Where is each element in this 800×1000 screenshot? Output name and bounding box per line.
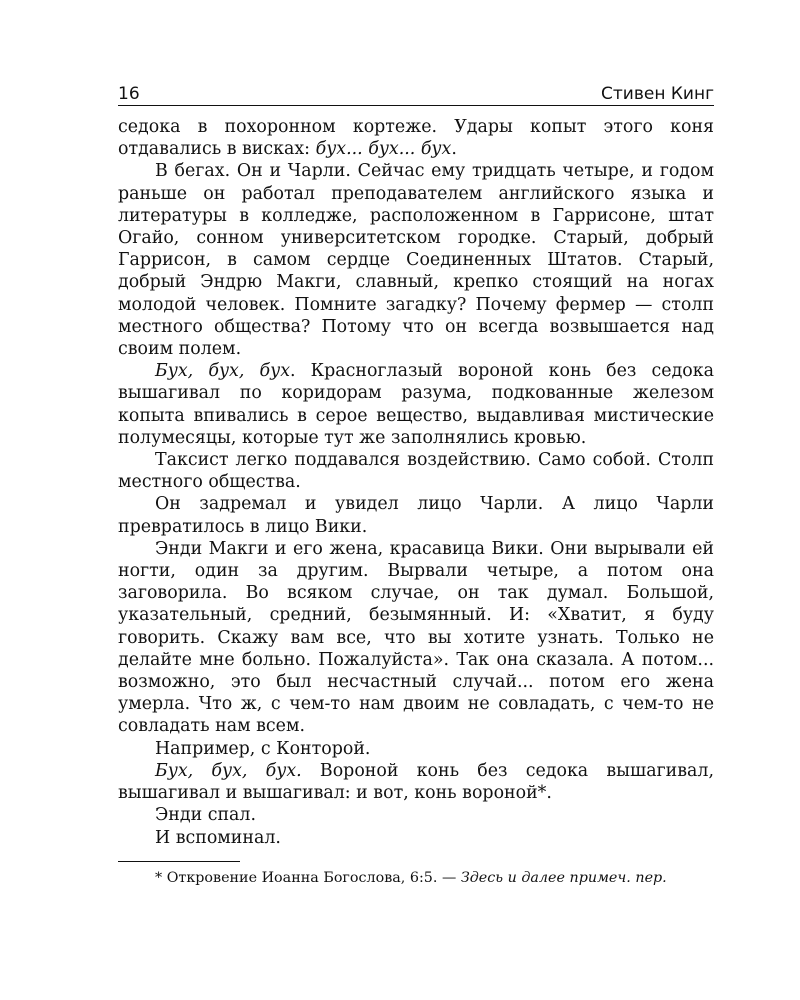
italic-text: Здесь и далее примеч. пер. [460, 869, 667, 886]
text-run: * Откровение Иоанна Богослова, 6:5. — [155, 869, 461, 886]
paragraph [118, 738, 714, 760]
paragraph [118, 116, 714, 160]
paragraph [118, 827, 714, 849]
italic-text: Бух, бух, бух. [155, 760, 302, 781]
footnote [118, 868, 714, 889]
book-page [118, 78, 714, 889]
text-run: . Красноглазый вороной конь без седока вышагивал по коридорам разума, подкованные железом копыта впивались в серое вещество, выдавливая мистические полумесяцы, которые тут же заполнялись кровью. [118, 361, 714, 448]
page-number: 16 [118, 84, 140, 104]
text-run: седока в похоронном кортеже. Удары копыт этого коня отдавались в висках: [118, 117, 714, 160]
text-run: Вороной конь без седока вышагивал, вышагивал и вышагивал: и вот, конь вороной*. [118, 760, 714, 804]
paragraph [118, 360, 714, 449]
text-run: Таксист легко поддавался воздействию. Само собой. Столп местного общества. [118, 450, 714, 493]
paragraph [118, 449, 714, 493]
text-run: Он задремал и увидел лицо Чарли. А лицо Чарли превратилось в лицо Вики. [118, 494, 714, 537]
text-run: Энди Макги и его жена, красавица Вики. Они вырывали ей ногти, один за другим. Вырвали четыре, а потом она заговорила. Во всяком случае, он так думал. Большой, указательный, средний, безымянный. И: «Хватит, я буду говорить. Скажу вам все, что вы хотите узнать. Только не делайте мне больно. Пожалуйста». Так она сказала. А потом... возможно, это был несчастный случай... потом его жена умерла. Что ж, с чем-то нам двоим не совладать, с чем-то не совладать нам всем. [118, 538, 714, 737]
main-text [118, 116, 714, 849]
text-run: В бегах. Он и Чарли. Сейчас ему тридцать четыре, и годом раньше он работал преподавателем английского языка и литературы в колледже, расположенном в Гаррисоне, штат Огайо, сонном университетском городке. Старый, добрый Гаррисон, в самом сердце Соединенных Штатов. Старый, добрый Эндрю Макги, славный, крепко стоящий на ногах молодой человек. Помните загадку? Почему фермер — столп местного общества? Потому что он всегда возвышается над своим полем. [118, 161, 714, 360]
footnote-separator [118, 861, 240, 862]
paragraph [118, 493, 714, 537]
text-run: Например, с Конторой. [155, 738, 371, 759]
paragraph [118, 804, 714, 826]
text-run: И вспоминал. [155, 827, 281, 848]
paragraph [118, 760, 714, 804]
text-run: . [451, 139, 457, 160]
italic-text: бух... бух... бух [315, 139, 452, 160]
text-run: Энди спал. [155, 805, 256, 826]
running-header [118, 78, 714, 106]
paragraph [118, 160, 714, 360]
italic-text: Бух, бух, бух [155, 361, 291, 382]
paragraph [118, 538, 714, 738]
running-header-author: Стивен Кинг [601, 84, 714, 104]
